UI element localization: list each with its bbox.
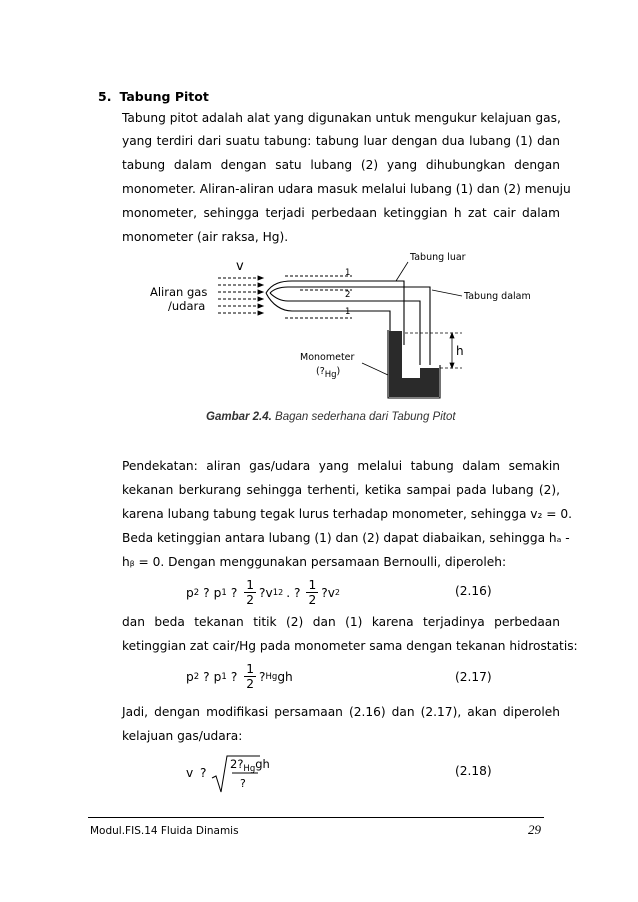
caption-number: Gambar 2.4. bbox=[206, 411, 272, 423]
height-marker bbox=[405, 333, 462, 368]
section-title: Tabung Pitot bbox=[119, 89, 209, 104]
density-close: ) bbox=[336, 366, 341, 377]
p3-line-1: dan beda tekanan titik (2) dan (1) karena terjadinya perbedaan bbox=[122, 615, 560, 629]
leader-lines bbox=[362, 262, 462, 375]
eq217-op2: ? bbox=[230, 669, 238, 684]
density-sub: Hg bbox=[324, 370, 337, 380]
p2-line-3: karena lubang tabung tegak lurus terhadap monometer, sehingga v₂ = 0. bbox=[122, 507, 572, 521]
eq216-p1: p bbox=[213, 585, 222, 600]
p1-line-6: monometer (air raksa, Hg). bbox=[122, 230, 289, 244]
equation-2-16-number: (2.16) bbox=[455, 584, 492, 598]
eq217-p1: p bbox=[213, 669, 222, 684]
equation-2-18-number: (2.18) bbox=[455, 764, 492, 778]
flow-label-line-2: /udara bbox=[168, 299, 206, 313]
p2-line-1: Pendekatan: aliran gas/udara yang melalui tabung dalam semakin bbox=[122, 459, 560, 473]
eq216-mid3: . ? bbox=[286, 585, 301, 600]
eq216-fraction bbox=[244, 578, 256, 607]
page-number: 29 bbox=[528, 822, 541, 837]
density-open: (? bbox=[316, 366, 325, 377]
eq216-p1-sub: 1 bbox=[221, 587, 227, 598]
eq216-op2: ? bbox=[230, 585, 238, 600]
outer-tube-label: Tabung luar bbox=[410, 252, 466, 263]
eq218-op: ? bbox=[200, 766, 207, 780]
eq217-rho-sub: Hg bbox=[265, 671, 278, 682]
eq217-gh: gh bbox=[277, 669, 293, 684]
eq216-tail: ?v bbox=[321, 585, 335, 600]
equation-2-17-number: (2.17) bbox=[455, 670, 492, 684]
section-number: 5. bbox=[98, 89, 112, 104]
equation-2-17 bbox=[186, 662, 293, 691]
outer-tube bbox=[266, 281, 404, 345]
eq216-frac-den: 2 bbox=[246, 593, 255, 607]
p1-line-4: monometer. Aliran-aliran udara masuk melalui lubang (1) dan (2) menuju bbox=[122, 182, 571, 196]
eq216-v1: v bbox=[265, 585, 273, 600]
footer-module: Modul.FIS.14 Fluida Dinamis bbox=[90, 825, 239, 837]
eq217-fraction bbox=[244, 662, 256, 691]
hole-1-top-label: 1 bbox=[345, 268, 351, 278]
eq216-op1: ? bbox=[203, 585, 210, 600]
p2-line-5: hᵦ = 0. Dengan menggunakan persamaan Bernoulli, diperoleh: bbox=[122, 555, 507, 569]
flow-arrows bbox=[218, 276, 352, 318]
p1-line-5: monometer, sehingga terjadi perbedaan ketinggian h zat cair dalam bbox=[122, 206, 560, 220]
eq217-rho: ? bbox=[259, 669, 266, 684]
monometer-label: Monometer bbox=[300, 352, 355, 363]
eq216-v1-sub: 1 bbox=[272, 587, 279, 598]
equation-2-16 bbox=[186, 578, 340, 607]
caption-text: Bagan sederhana dari Tabung Pitot bbox=[271, 411, 456, 423]
eq217-lhs: p bbox=[186, 669, 194, 684]
manometer bbox=[388, 330, 440, 398]
eq218-num: 2? bbox=[230, 757, 244, 771]
p3-line-2: ketinggian zat cair/Hg pada monometer sama dengan tekanan hidrostatis: bbox=[122, 639, 578, 653]
eq216-lhs: p bbox=[186, 585, 194, 600]
eq216-tail-sup: 2 bbox=[334, 588, 341, 597]
eq218-numerator bbox=[230, 757, 270, 774]
eq216-frac2-num: 1 bbox=[308, 578, 317, 592]
eq218-den: ? bbox=[240, 777, 246, 790]
eq217-p1-sub: 1 bbox=[221, 671, 227, 682]
eq216-v1-sup: 2 bbox=[278, 588, 284, 597]
eq217-frac-den: 2 bbox=[246, 677, 255, 691]
velocity-label: v bbox=[236, 259, 244, 274]
eq216-lhs-sub: 2 bbox=[193, 587, 200, 598]
height-label: h bbox=[456, 344, 464, 358]
eq217-frac-num: 1 bbox=[246, 662, 255, 676]
eq216-mid: ? bbox=[259, 585, 266, 600]
density-label bbox=[316, 366, 340, 380]
eq216-frac2-den: 2 bbox=[308, 593, 317, 607]
eq216-fraction-2 bbox=[306, 578, 318, 607]
p4-line-2: kelajuan gas/udara: bbox=[122, 729, 243, 743]
eq218-lhs: v bbox=[186, 766, 194, 780]
footer-rule bbox=[88, 817, 544, 818]
figure-caption bbox=[206, 411, 456, 423]
hole-1-bottom-label: 1 bbox=[345, 307, 351, 317]
flow-label-line-1: Aliran gas bbox=[150, 285, 208, 299]
p4-line-1: Jadi, dengan modifikasi persamaan (2.16) dan (2.17), akan diperoleh bbox=[122, 705, 560, 719]
eq218-num-sub: Hg bbox=[243, 764, 256, 774]
eq216-frac-num: 1 bbox=[246, 578, 255, 592]
eq218-num2: gh bbox=[255, 757, 270, 771]
p1-line-3: tabung dalam dengan satu lubang (2) yang dihubungkan dengan bbox=[122, 158, 560, 172]
hole-2-label: 2 bbox=[345, 290, 351, 300]
eq217-op1: ? bbox=[203, 669, 210, 684]
eq217-lhs-sub: 2 bbox=[193, 671, 200, 682]
p2-line-2: kekanan berkurang sehingga terhenti, ketika sampai pada lubang (2), bbox=[122, 483, 560, 497]
p2-line-4: Beda ketinggian antara lubang (1) dan (2) dapat diabaikan, sehingga hₐ - bbox=[122, 531, 570, 545]
p1-line-1: Tabung pitot adalah alat yang digunakan untuk mengukur kelajuan gas, bbox=[122, 111, 561, 125]
inner-tube-label: Tabung dalam bbox=[464, 291, 531, 302]
p1-line-2: yang terdiri dari suatu tabung: tabung luar dengan dua lubang (1) dan bbox=[122, 134, 560, 148]
